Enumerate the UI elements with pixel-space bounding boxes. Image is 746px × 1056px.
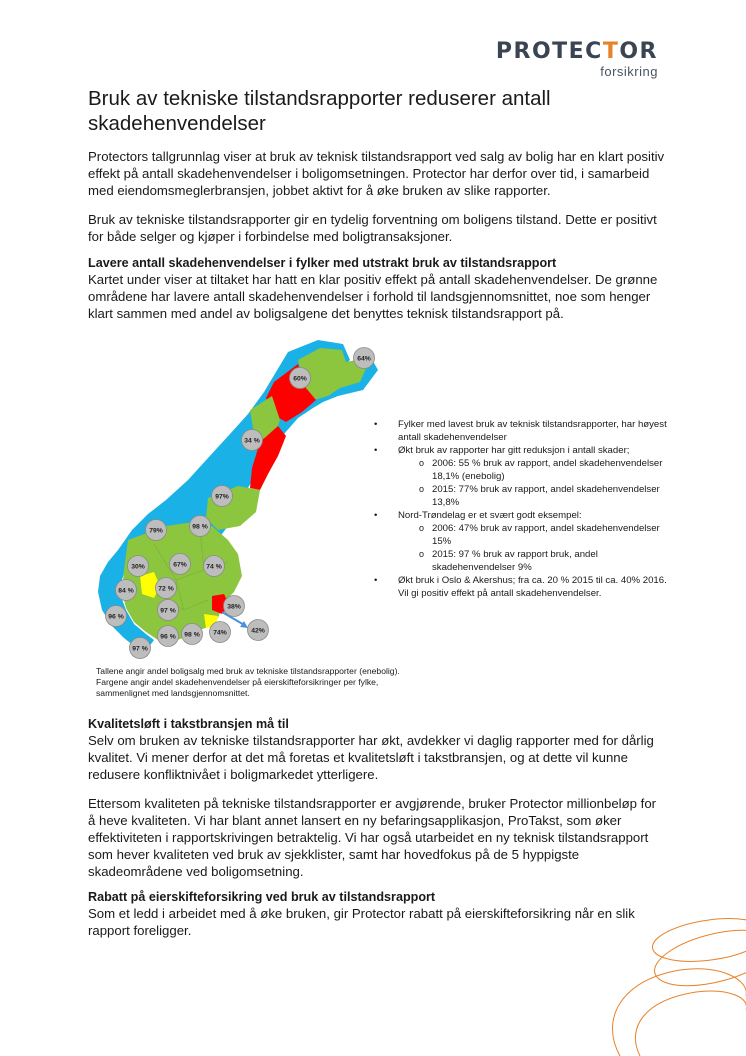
bullet-item: o 2006: 55 % bruk av rapport, andel skadehenvendelser 18,1% (enebolig)	[372, 457, 672, 483]
map-bullet-list	[372, 418, 672, 600]
section1-heading: Lavere antall skadehenvendelser i fylker med utstrakt bruk av tilstandsrapport	[88, 256, 557, 270]
section2-body: Selv om bruken av tekniske tilstandsrapporter har økt, avdekker vi daglig rapporter med for dårlig kvalitet. Vi mener derfor at det må foretas et kvalitetsløft i takstbransjen, og at dette vil kunne redusere konfliktnivået i boligmarkedet ytterligere.	[88, 733, 654, 782]
intro-paragraph-2: Bruk av tekniske tilstandsrapporter gir en tydelig forventning om boligens tilstand. Dette er positivt for både selger og kjøper i forbindelse med boligtransaksjoner.	[88, 212, 657, 244]
map-badge-label: 97 %	[132, 645, 148, 653]
section2-heading: Kvalitetsløft i takstbransjen må til	[88, 717, 289, 731]
map-badge-label: 38%	[227, 603, 241, 611]
section3-heading: Rabatt på eierskifteforsikring ved bruk av tilstandsrapport	[88, 890, 436, 904]
map-badge-label: 97%	[215, 493, 229, 501]
bullet-item: • Økt bruk i Oslo & Akershus; fra ca. 20 % 2015 til ca. 40% 2016. Vil gi positiv effekt på antall skadehenvendelser.	[372, 574, 672, 600]
bullet-item: • Nord-Trøndelag er et svært godt eksempel:	[372, 509, 672, 522]
map-badge-label: 60%	[293, 375, 307, 383]
norway-map	[88, 330, 378, 665]
map-badge-label: 34 %	[244, 437, 260, 445]
map-badge-label: 96 %	[108, 613, 124, 621]
protector-logo	[496, 40, 658, 79]
map-badge-label: 79%	[149, 527, 163, 535]
bullet-item: o 2015: 77% bruk av rapport, andel skadehenvendelser 13,8%	[372, 483, 672, 509]
page-title: Bruk av tekniske tilstandsrapporter reduserer antall skadehenvendelser	[88, 87, 551, 135]
map-badge-label: 97 %	[160, 607, 176, 615]
map-badge-label: 96 %	[160, 633, 176, 641]
map-badge-label: 67%	[173, 561, 187, 569]
map-badge-label: 98 %	[192, 523, 208, 531]
map-badge-label: 98 %	[184, 631, 200, 639]
map-badge-label: 74%	[213, 629, 227, 637]
logo-subtitle: forsikring	[600, 64, 658, 79]
map-badge-label: 72 %	[158, 585, 174, 593]
intro-paragraph-1: Protectors tallgrunnlag viser at bruk av teknisk tilstandsrapport ved salg av bolig har en klart positiv effekt på antall skadehenvendelser i boligomsetningen. Protector har derfor over tid, i samarbeid med eiendomsmeglerbransjen, jobbet aktivt for å øke bruken av slike rapporter.	[88, 149, 665, 198]
bullet-item: o 2006: 47% bruk av rapport, andel skadehenvendelser 15%	[372, 522, 672, 548]
section3-body: Som et ledd i arbeidet med å øke bruken, gir Protector rabatt på eierskifteforsikring når en slik rapport foreligger.	[88, 906, 635, 938]
map-caption: Tallene angir andel boligsalg med bruk av tekniske tilstandsrapporter (enebolig). Fargene angir andel skadehenvendelser på eierskifteforsikringer per fylke, sammenlignet med landsgjennomsnittet.	[96, 666, 400, 698]
bullet-item: o 2015: 97 % bruk av rapport bruk, andel skadehenvendelser 9%	[372, 548, 672, 574]
map-badge-label: 64%	[357, 355, 371, 363]
map-badge-label: 30%	[131, 563, 145, 571]
logo-brand: PROTECTOR	[495, 39, 658, 64]
bullet-item: • Økt bruk av rapporter har gitt reduksjon i antall skader;	[372, 444, 672, 457]
section1-body: Kartet under viser at tiltaket har hatt en klar positiv effekt på antall skadehenvendelser. De grønne områdene har lavere antall skadehenvendelser i forhold til landsgjennomsnittet, noe som henger klart sammen med andel av boligsalgene det benyttes teknisk tilstandsrapport på.	[88, 272, 658, 321]
map-badge-label: 42%	[251, 627, 265, 635]
decorative-swirl	[600, 900, 746, 1056]
map-badge-label: 84 %	[118, 587, 134, 595]
section2-body-2: Ettersom kvaliteten på tekniske tilstandsrapporter er avgjørende, bruker Protector millionbeløp for å heve kvaliteten. Vi har blant annet lansert en ny befaringsapplikasjon, ProTakst, som øker effektiviteten i rapportskrivingen betraktelig. Vi har også utarbeidet en ny teknisk tilstandsrapport som hever kvaliteten ved bruk av sjekklister, samt har hovedfokus på de 5 hyppigste skadeområdene ved boligomsetning.	[88, 796, 657, 879]
map-badge-label: 74 %	[206, 563, 222, 571]
bullet-item: • Fylker med lavest bruk av teknisk tilstandsrapporter, har høyest antall skadehenvendelser	[372, 418, 672, 444]
